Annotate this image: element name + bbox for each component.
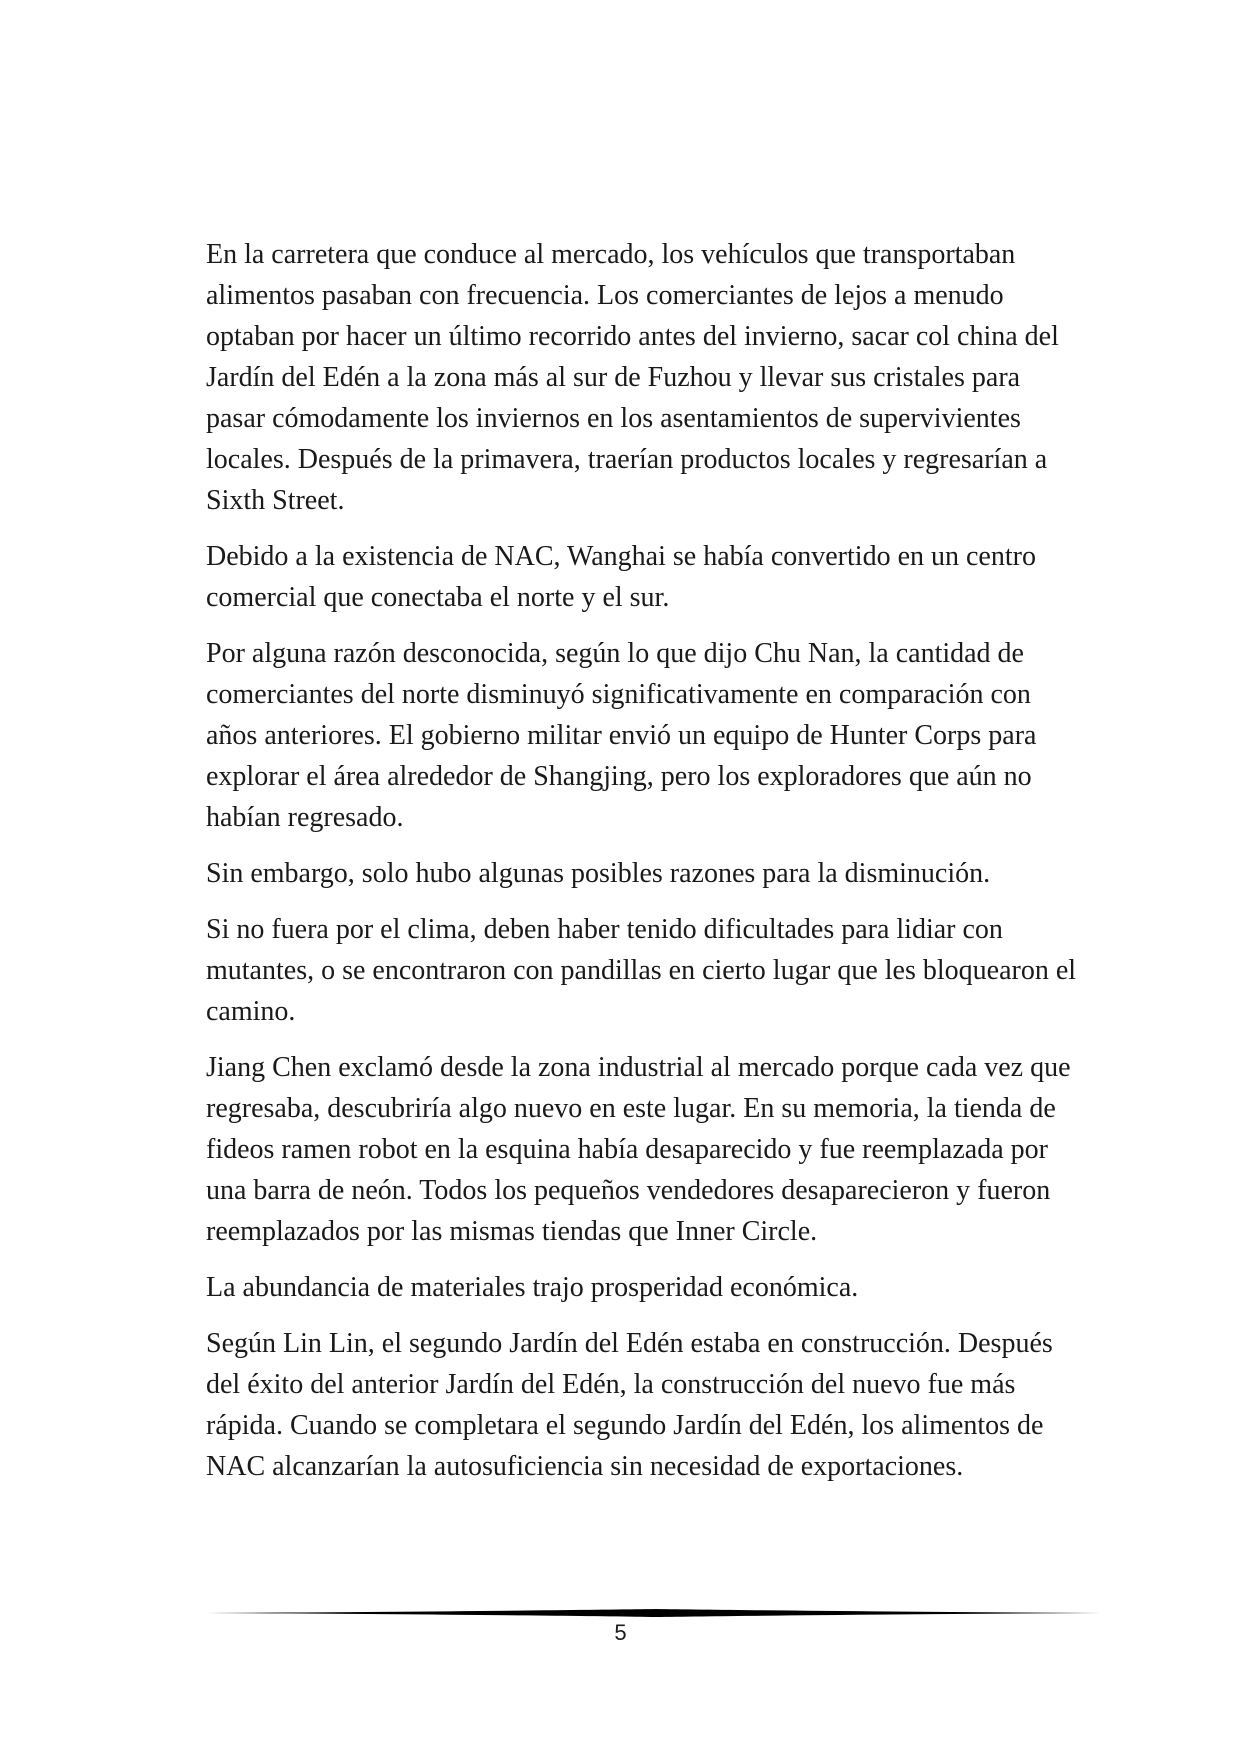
footer-divider: [206, 1605, 1101, 1621]
paragraph: La abundancia de materiales trajo prosperidad económica.: [206, 1272, 859, 1303]
paragraph: Jiang Chen exclamó desde la zona industrial al mercado porque cada vez que regresaba, descubriría algo nuevo en este lugar. En su memoria, la tienda de fideos ramen robot en la esquina había desaparecido y fue reemplazada por una barra de neón. Todos los pequeños vendedores desaparecieron y fueron reemplazados por las mismas tiendas que Inner Circle.: [206, 1052, 1071, 1247]
paragraph: Si no fuera por el clima, deben haber tenido dificultades para lidiar con mutantes, o se encontraron con pandillas en cierto lugar que les bloquearon el camino.: [206, 914, 1077, 1027]
paragraph: Debido a la existencia de NAC, Wanghai se había convertido en un centro comercial que conectaba el norte y el sur.: [206, 541, 1036, 613]
paragraph: Sin embargo, solo hubo algunas posibles razones para la disminución.: [206, 858, 991, 889]
paragraph: Por alguna razón desconocida, según lo que dijo Chu Nan, la cantidad de comerciantes del norte disminuyó significativamente en comparación con años anteriores. El gobierno militar envió un equipo de Hunter Corps para explorar el área alrededor de Shangjing, pero los exploradores que aún no habían regresado.: [206, 638, 1037, 833]
body-text: [206, 234, 1086, 1502]
paragraph: Según Lin Lin, el segundo Jardín del Edén estaba en construcción. Después del éxito del anterior Jardín del Edén, la construcción del nuevo fue más rápida. Cuando se completara el segundo Jardín del Edén, los alimentos de NAC alcanzarían la autosuficiencia sin necesidad de exportaciones.: [206, 1328, 1053, 1482]
paragraph: En la carretera que conduce al mercado, los vehículos que transportaban alimentos pasaban con frecuencia. Los comerciantes de lejos a menudo optaban por hacer un último recorrido antes del invierno, sacar col china del Jardín del Edén a la zona más al sur de Fuzhou y llevar sus cristales para pasar cómodamente los inviernos en los asentamientos de supervivientes locales. Después de la primavera, traerían productos locales y regresarían a Sixth Street.: [206, 239, 1059, 516]
page-number: 5: [614, 1620, 627, 1645]
